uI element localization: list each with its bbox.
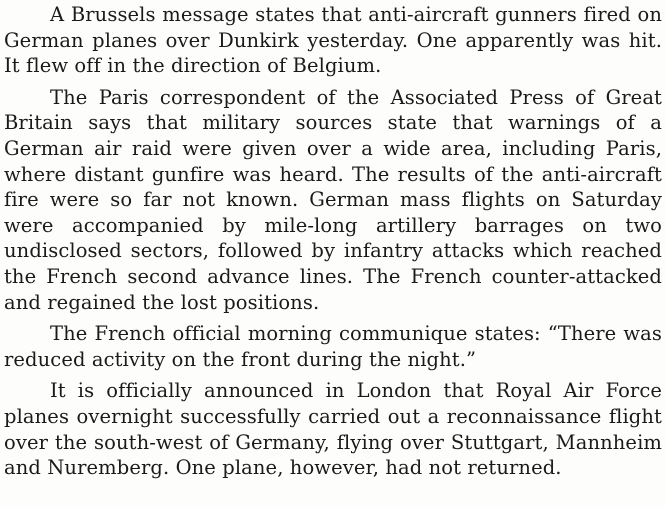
paragraph-communique: The French official morning communique states: “There was reduced activity on the front during the night.” (4, 322, 662, 371)
paragraph-raf: It is officially announced in London that Royal Air Force planes overnight successfully carried out a reconnaissance flight over the south-west of Germany, flying over Stuttgart, Mannheim and Nuremberg. One plane, however, had not returned. (4, 379, 662, 480)
paragraph-brussels: A Brussels message states that anti-aircraft gunners fired on German planes over Dunkirk yesterday. One apparently was hit. It flew off in the direction of Belgium. (4, 3, 662, 78)
paragraph-paris: The Paris correspondent of the Associated Press of Great Britain says that military sources state that warnings of a German air raid were given over a wide area, including Paris, where distant gunfire was heard. The results of the anti-aircraft fire were so far not known. German mass flights on Saturday were accompanied by mile-long artillery barrages on two undisclosed sectors, followed by infantry attacks which reached the French second advance lines. The French counter-attacked and regained the lost positions. (4, 85, 662, 314)
